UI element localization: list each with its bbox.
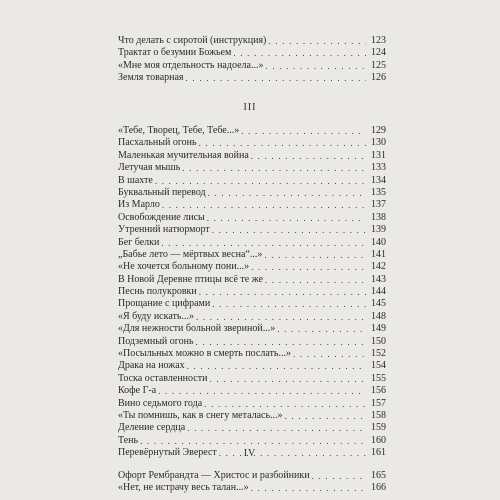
toc-entry-page-number: 145 (371, 298, 386, 310)
toc-entry-title: Бег белки (118, 236, 160, 248)
dot-leader (208, 187, 366, 199)
dot-leader (241, 125, 366, 137)
toc-entry-page-number: 149 (371, 323, 386, 335)
toc-entry-title: «Ты помнишь, как в снегу металась...» (118, 409, 283, 421)
toc-entry-page-number: 126 (371, 72, 386, 84)
dot-leader (212, 224, 366, 236)
dot-leader (312, 470, 366, 482)
toc-entry-page-number: 154 (371, 360, 386, 372)
toc-entry-page-number: 125 (371, 59, 386, 71)
toc-entry (118, 398, 386, 410)
toc-entry (118, 212, 386, 224)
toc-entry-page-number: 156 (371, 385, 386, 397)
toc-entry (118, 72, 386, 84)
toc-entry-title: Прощание с цифрами (118, 298, 211, 310)
toc-entry (118, 249, 386, 261)
dot-leader (187, 422, 366, 434)
toc-entry (118, 274, 386, 286)
toc-entry-title: В Новой Деревне птицы всё те же (118, 273, 263, 285)
dot-leader (207, 212, 366, 224)
toc-entry-title: «Не хочется больному пони...» (118, 261, 250, 273)
toc-entry-page-number: 123 (371, 34, 386, 46)
dot-leader (196, 336, 366, 348)
toc-entry (118, 150, 386, 162)
toc-entry (118, 422, 386, 434)
toc-section-iv (118, 470, 386, 495)
toc-entry (118, 470, 386, 482)
toc-entry (118, 162, 386, 174)
toc-entry-page-number: 124 (371, 47, 386, 59)
toc-entry-page-number: 137 (371, 199, 386, 211)
toc-section-iii (118, 125, 386, 460)
toc-entry-title: Тоска оставленности (118, 372, 208, 384)
dot-leader (161, 237, 366, 249)
dot-leader (293, 348, 366, 360)
toc-entry (118, 286, 386, 298)
toc-entry (118, 385, 386, 397)
toc-entry-title: Летучая мышь (118, 162, 181, 174)
toc-entry-title: Что делать с сиротой (инструкция) (118, 34, 267, 46)
toc-entry-title: «Нет, не истрачу весь талан...» (118, 482, 249, 494)
toc-entry (118, 336, 386, 348)
toc-entry-title: «Посыльных можно в смерть послать...» (118, 348, 291, 360)
toc-entry (118, 187, 386, 199)
toc-entry-page-number: 138 (371, 211, 386, 223)
toc-entry-title: Деление сердца (118, 422, 186, 434)
toc-entry-page-number: 135 (371, 186, 386, 198)
dot-leader (204, 398, 366, 410)
toc-entry-title: „Бабье лето — мёртвых весна“...» (118, 248, 263, 260)
toc-entry-page-number: 140 (371, 236, 386, 248)
toc-entry-page-number: 161 (371, 447, 386, 459)
toc-entry-page-number: 139 (371, 224, 386, 236)
dot-leader (162, 199, 366, 211)
toc-entry-page-number: 157 (371, 397, 386, 409)
section-heading-iii: III (243, 102, 257, 113)
toc-entry-page-number: 159 (371, 422, 386, 434)
toc-entry-page-number: 158 (371, 409, 386, 421)
toc-entry-title: Трактат о безумии Божьем (118, 47, 232, 59)
dot-leader (182, 162, 366, 174)
toc-entry (118, 199, 386, 211)
dot-leader (155, 175, 366, 187)
toc-entry (118, 60, 386, 72)
toc-entry-page-number: 142 (371, 261, 386, 273)
dot-leader (285, 410, 366, 422)
toc-entry-title: «Я буду искать...» (118, 310, 194, 322)
toc-entry-page-number: 134 (371, 174, 386, 186)
toc-entry-title: Освобождение лисы (118, 211, 205, 223)
dot-leader (140, 435, 366, 447)
toc-entry-title: Перевёрнутый Эверест (118, 447, 217, 459)
toc-entry-page-number: 144 (371, 286, 386, 298)
dot-leader (209, 373, 366, 385)
dot-leader (199, 137, 366, 149)
dot-leader (268, 35, 366, 47)
toc-entry (118, 35, 386, 47)
dot-leader (187, 360, 366, 372)
toc-entry-page-number: 165 (371, 469, 386, 481)
dot-leader (196, 311, 366, 323)
toc-entry (118, 373, 386, 385)
toc-entry (118, 360, 386, 372)
toc-entry (118, 237, 386, 249)
toc-entry-page-number: 148 (371, 310, 386, 322)
toc-section-top (118, 35, 386, 85)
dot-leader (186, 72, 366, 84)
toc-entry (118, 175, 386, 187)
toc-entry-page-number: 155 (371, 372, 386, 384)
toc-entry-title: Подземный огонь (118, 335, 194, 347)
toc-entry (118, 47, 386, 59)
toc-entry (118, 224, 386, 236)
toc-entry (118, 311, 386, 323)
dot-leader (251, 150, 366, 162)
toc-entry-title: Утренний натюрморт (118, 224, 210, 236)
dot-leader (277, 323, 366, 335)
toc-entry-page-number: 130 (371, 137, 386, 149)
toc-entry-title: Драка на ножах (118, 360, 185, 372)
toc-entry-title: Маленькая мучительная война (118, 149, 249, 161)
toc-entry-title: В шахте (118, 174, 153, 186)
dot-leader (265, 60, 366, 72)
toc-entry-title: Вино седьмого года (118, 397, 203, 409)
toc-entry-title: Буквальный перевод (118, 186, 206, 198)
toc-entry (118, 348, 386, 360)
toc-entry-page-number: 131 (371, 149, 386, 161)
toc-entry-title: Земля товарная (118, 72, 184, 84)
dot-leader (212, 298, 366, 310)
dot-leader (158, 385, 366, 397)
toc-entry-title: «Для нежности больной звериной...» (118, 323, 276, 335)
toc-entry (118, 137, 386, 149)
toc-entry-title: Офорт Рембрандта — Христос и разбойники (118, 469, 310, 481)
toc-entry-title: Тень (118, 434, 139, 446)
toc-entry (118, 482, 386, 494)
toc-entry-title: Пасхальный огонь (118, 137, 197, 149)
dot-leader (251, 261, 366, 273)
toc-entry (118, 261, 386, 273)
toc-entry (118, 323, 386, 335)
toc-entry (118, 410, 386, 422)
toc-entry-page-number: 152 (371, 348, 386, 360)
toc-entry (118, 298, 386, 310)
dot-leader (251, 482, 366, 494)
toc-entry (118, 125, 386, 137)
dot-leader (265, 274, 366, 286)
toc-entry-title: Песнь полукровки (118, 286, 197, 298)
toc-entry-page-number: 166 (371, 482, 386, 494)
toc-entry (118, 435, 386, 447)
toc-entry-page-number: 133 (371, 162, 386, 174)
toc-entry-title: «Мне моя отдельность надоела...» (118, 59, 264, 71)
dot-leader (264, 249, 366, 261)
toc-entry-page-number: 150 (371, 335, 386, 347)
toc-entry-title: Из Марло (118, 199, 160, 211)
toc-entry-title: «Тебе, Творец, Тебе, Тебе...» (118, 124, 240, 136)
dot-leader (199, 286, 366, 298)
toc-entry-title: Кофе Г-а (118, 385, 157, 397)
toc-entry-page-number: 129 (371, 124, 386, 136)
section-heading-iv: IV (243, 448, 257, 459)
dot-leader (233, 47, 366, 59)
toc-entry-page-number: 143 (371, 273, 386, 285)
toc-entry-page-number: 141 (371, 248, 386, 260)
toc-entry-page-number: 160 (371, 434, 386, 446)
